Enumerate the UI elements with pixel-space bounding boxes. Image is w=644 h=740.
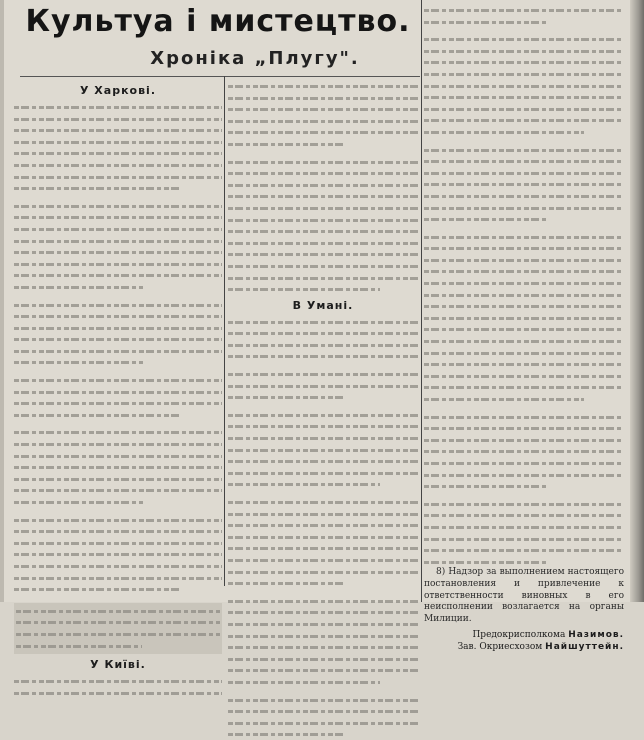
kharkiv-text-block xyxy=(14,101,222,654)
left-column xyxy=(14,80,222,698)
signature-2-name: Найшуттейн. xyxy=(545,642,624,653)
middle-text-block-top xyxy=(228,80,418,295)
signature-1-label: Предокрисполкома xyxy=(472,630,566,641)
right-column xyxy=(424,4,624,653)
signature-line-2 xyxy=(424,641,624,653)
signature-block xyxy=(424,629,624,653)
uman-text-block xyxy=(228,316,418,740)
kyiv-text-block xyxy=(14,675,222,698)
scan-edge-right xyxy=(630,0,644,602)
section-headline: Культуа і мистецтво. xyxy=(25,4,411,39)
signature-2-label: Зав. Окриесхозом xyxy=(457,642,543,653)
section-heading-kyiv: У Київі. xyxy=(90,658,146,672)
highlighted-block xyxy=(14,603,222,654)
section-subheadline: Хроніка „Плугу". xyxy=(150,48,360,69)
column-divider-2 xyxy=(421,0,422,602)
column-divider-1 xyxy=(224,76,225,586)
signature-line-1 xyxy=(424,629,624,641)
item-8-paragraph: 8) Надзор за выполнением настоящего постановления и привлечение к ответственности виновных в его неисполнении возлагается на органы Милиции. xyxy=(424,567,624,624)
section-heading-uman: В Умані. xyxy=(292,298,354,312)
middle-column xyxy=(228,80,418,740)
right-text-block xyxy=(424,4,624,567)
signature-1-name: Назимов. xyxy=(568,630,624,641)
scan-edge-left xyxy=(0,0,4,602)
headline-rule xyxy=(20,76,420,77)
section-heading-kharkiv: У Харкові. xyxy=(79,84,157,97)
